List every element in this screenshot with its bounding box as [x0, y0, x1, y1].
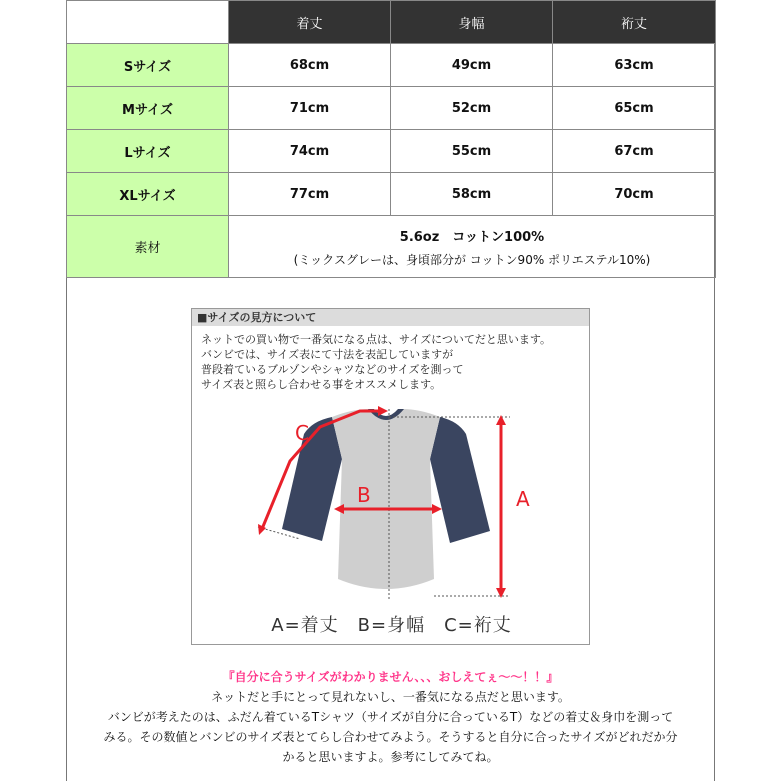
header-blank	[67, 1, 229, 44]
table-cell: 70cm	[553, 173, 716, 216]
table-cell: 71cm	[229, 87, 391, 130]
guide-text-line: ネットでの買い物で一番気になる点は、サイズについてだと思います。	[201, 333, 552, 346]
table-cell: 49cm	[391, 44, 553, 87]
size-guide-title: ■サイズの見方について	[192, 309, 589, 326]
row-label: Lサイズ	[67, 130, 229, 173]
header-sleeve: 裄丈	[553, 1, 716, 44]
material-label: 素材	[67, 216, 229, 278]
shirt-diagram	[192, 309, 591, 646]
table-cell: 63cm	[553, 44, 716, 87]
notes-line: かると思いますよ。参考にしてみてね。	[282, 750, 499, 764]
table-row	[67, 87, 716, 130]
table-cell: 77cm	[229, 173, 391, 216]
material-line-2: (ミックスグレーは、身頃部分が コットン90% ポリエステル10%)	[293, 252, 651, 267]
header-length: 着丈	[229, 1, 391, 44]
table-cell: 68cm	[229, 44, 391, 87]
notes-line: バンビが考えたのは、ふだん着ているTシャツ（サイズが自分に合っているT）などの着丈＆身巾を測って	[107, 710, 674, 724]
table-cell: 74cm	[229, 130, 391, 173]
right-sleeve	[430, 417, 490, 543]
table-cell: 58cm	[391, 173, 553, 216]
label-c: C	[295, 421, 309, 445]
size-guide-panel	[191, 308, 590, 645]
row-label: XLサイズ	[67, 173, 229, 216]
table-row	[67, 130, 716, 173]
size-guide-legend: A=着丈 B=身幅 C=裄丈	[271, 615, 512, 636]
table-cell: 55cm	[391, 130, 553, 173]
material-cell	[229, 216, 716, 278]
notes-line: ネットだと手にとって見れないし、一番気になる点だと思います。	[211, 690, 570, 704]
table-cell: 52cm	[391, 87, 553, 130]
row-label: Sサイズ	[67, 44, 229, 87]
table-row	[67, 44, 716, 87]
shirt-body	[332, 409, 440, 589]
material-row	[67, 216, 716, 278]
notes-headline: 『自分に合うサイズがわかりません、、、おしえてぇ〜〜！！』	[222, 670, 559, 684]
label-a: A	[516, 487, 530, 511]
size-table	[66, 0, 716, 278]
label-b: B	[357, 483, 371, 507]
guide-text-line: サイズ表と照らし合わせる事をオススメします。	[201, 378, 442, 391]
table-row	[67, 173, 716, 216]
notes-line: みる。その数値とバンビのサイズ表とてらし合わせてみよう。そうすると自分に合ったサイズがどれだか分	[103, 730, 678, 744]
notes-section	[66, 667, 715, 767]
table-header-row	[67, 1, 716, 44]
material-line-1: 5.6oz コットン100%	[399, 229, 545, 245]
table-cell: 67cm	[553, 130, 716, 173]
guide-text-line: 普段着ているブルゾンやシャツなどのサイズを測って	[201, 363, 464, 376]
row-label: Mサイズ	[67, 87, 229, 130]
header-width: 身幅	[391, 1, 553, 44]
guide-text-line: バンビでは、サイズ表にて寸法を表記していますが	[201, 348, 454, 361]
table-cell: 65cm	[553, 87, 716, 130]
